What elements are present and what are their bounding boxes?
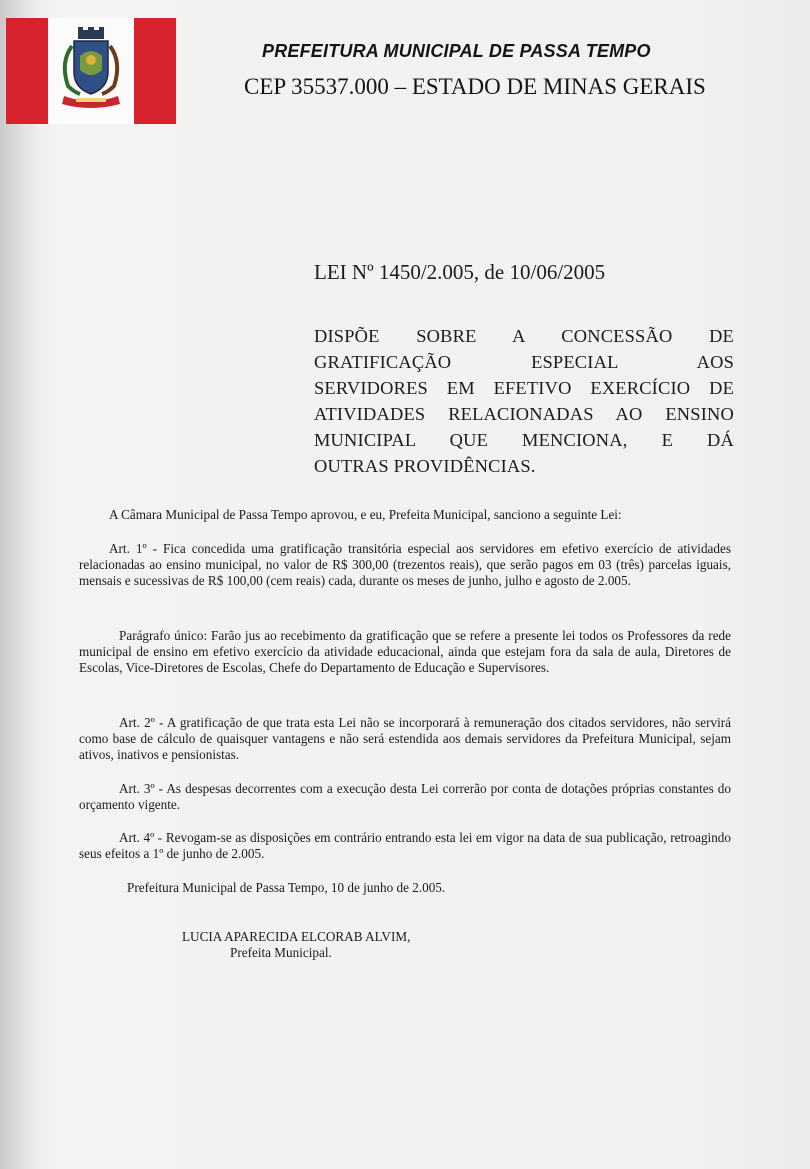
article-2-text: Art. 2º - A gratificação de que trata esta Lei não se incorporará à remuneração dos citados servidores, não servirá como base de cálculo de quaisquer vantagens e não será estendida aos demais servidores da Prefeitura Municipal, sejam ativos, inativos e pensionistas. — [79, 715, 731, 762]
flag-red-stripe-right — [134, 18, 176, 124]
article-2 — [79, 715, 731, 763]
article-4 — [79, 830, 731, 862]
ementa-line: GRATIFICAÇÃO ESPECIAL AOS — [314, 352, 734, 372]
article-3-text: Art. 3º - As despesas decorrentes com a execução desta Lei correrão por conta de dotações próprias constantes do orçamento vigente. — [79, 781, 731, 812]
ementa-line: DISPÕE SOBRE A CONCESSÃO DE — [314, 326, 734, 346]
paragrafo-unico — [79, 628, 731, 676]
signatory-role: Prefeita Municipal. — [230, 945, 332, 960]
intro-paragraph: A Câmara Municipal de Passa Tempo aprovou, e eu, Prefeita Municipal, sanciono a seguinte Lei: — [109, 507, 622, 522]
article-1-text: Art. 1º - Fica concedida uma gratificação transitória especial aos servidores em efetivo exercício de atividades relacionadas ao ensino municipal, no valor de R$ 300,00 (trezentos reais), que serão pagos em 03 (três) parcelas iguais, mensais e sucessivas de R$ 100,00 (cem reais) cada, durante os meses de junho, julho e agosto de 2.005. — [79, 541, 731, 588]
ementa-line: SERVIDORES EM EFETIVO EXERCÍCIO DE — [314, 378, 734, 398]
law-title: LEI Nº 1450/2.005, de 10/06/2005 — [314, 260, 606, 284]
article-4-text: Art. 4º - Revogam-se as disposições em contrário entrando esta lei em vigor na data de sua publicação, retroagindo seus efeitos a 1º de junho de 2.005. — [79, 830, 731, 861]
signatory-name: LUCIA APARECIDA ELCORAB ALVIM, — [182, 929, 411, 944]
header-subtitle: CEP 35537.000 – ESTADO DE MINAS GERAIS — [244, 74, 706, 99]
flag-red-stripe-left — [6, 18, 48, 124]
law-ementa — [314, 323, 734, 479]
ementa-line: MUNICIPAL QUE MENCIONA, E DÁ — [314, 430, 734, 450]
coat-of-arms-icon — [56, 26, 126, 110]
article-3 — [79, 781, 731, 813]
header-title: PREFEITURA MUNICIPAL DE PASSA TEMPO — [262, 41, 651, 61]
ementa-line: ATIVIDADES RELACIONADAS AO ENSINO — [314, 404, 734, 424]
date-line: Prefeitura Municipal de Passa Tempo, 10 de junho de 2.005. — [127, 880, 446, 895]
article-1 — [79, 541, 731, 589]
paragrafo-unico-text: Parágrafo único: Farão jus ao recebimento da gratificação que se refere a presente lei todos os Professores da rede municipal de ensino em efetivo exercício da atividade educacional, ainda que estejam fora da sala de aula, Diretores de Escolas, Vice-Diretores de Escolas, Chefe do Departamento de Educação e Supervisores. — [79, 628, 731, 675]
municipal-flag — [6, 18, 176, 124]
ementa-line: OUTRAS PROVIDÊNCIAS. — [314, 456, 536, 476]
page-spine-shadow — [0, 0, 40, 1169]
signature-block — [182, 929, 410, 961]
